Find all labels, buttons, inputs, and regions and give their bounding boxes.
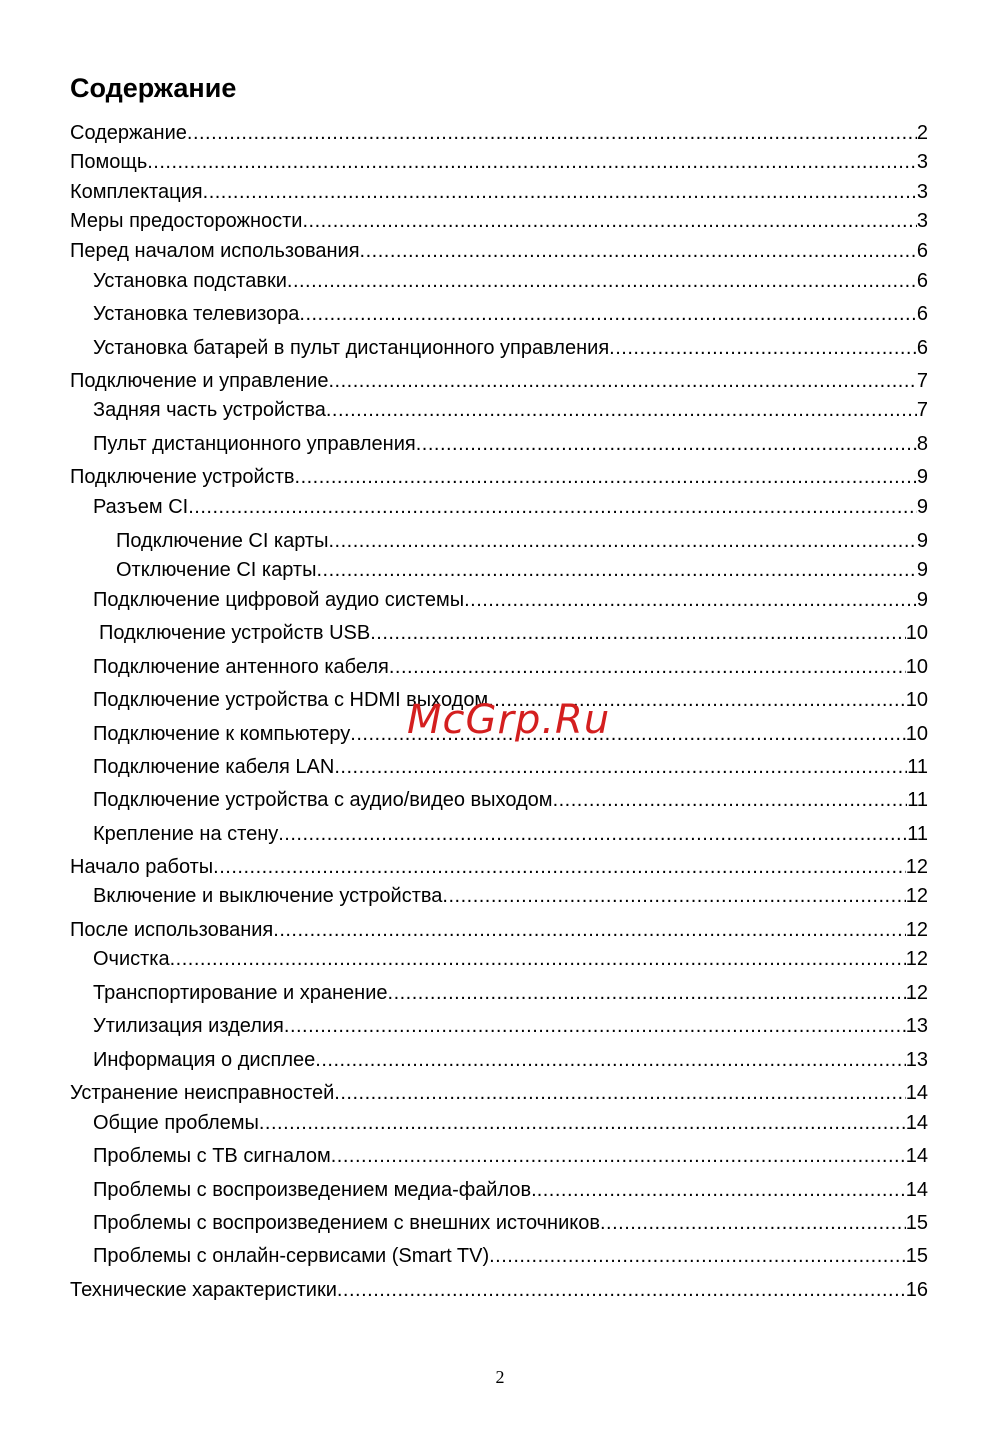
toc-entry[interactable] xyxy=(0,917,928,943)
page-title: Содержание xyxy=(70,73,237,103)
toc-entry[interactable] xyxy=(0,620,928,646)
toc-entry[interactable] xyxy=(0,149,928,175)
toc-entry-page: 13 xyxy=(905,1015,928,1037)
toc-entry-page: 12 xyxy=(905,856,928,878)
toc-entry[interactable] xyxy=(0,301,928,327)
toc-entry-page: 3 xyxy=(916,210,928,232)
dot-leader xyxy=(537,1177,906,1203)
toc-entry-page: 3 xyxy=(916,151,928,173)
toc-entry-page: 9 xyxy=(916,589,928,611)
toc-entry[interactable] xyxy=(0,1277,928,1303)
toc-entry-title: Начало работы xyxy=(70,856,214,878)
toc-entry-page: 15 xyxy=(905,1245,928,1267)
toc-entry-title: Подключение устройства с аудио/видео выходом xyxy=(93,789,553,811)
dot-leader xyxy=(334,754,907,780)
toc-entry[interactable] xyxy=(0,431,928,457)
dot-leader xyxy=(170,946,906,972)
toc-entry-page: 11 xyxy=(907,789,928,811)
toc-entry[interactable] xyxy=(0,1210,928,1236)
dot-leader xyxy=(388,980,906,1006)
toc-entry-title: Разъем CI xyxy=(93,496,189,518)
toc-entry[interactable] xyxy=(0,787,928,813)
toc-entry-title: Помощь xyxy=(70,151,148,173)
toc-entry-page: 6 xyxy=(916,240,928,262)
toc-entry[interactable] xyxy=(0,120,928,146)
page-number: 2 xyxy=(495,1367,505,1387)
toc-entry-page: 15 xyxy=(905,1212,928,1234)
toc-entry-title: Утилизация изделия xyxy=(93,1015,284,1037)
toc-entry-title: Подключение устройств xyxy=(70,466,295,488)
toc-entry[interactable] xyxy=(0,208,928,234)
toc-entry[interactable] xyxy=(0,557,928,583)
dot-leader xyxy=(326,397,917,423)
toc-entry-title: Комплектация xyxy=(70,181,203,203)
toc-entry[interactable] xyxy=(0,494,928,520)
toc-entry[interactable] xyxy=(0,1177,928,1203)
dot-leader xyxy=(203,179,917,205)
toc-entry-page: 12 xyxy=(905,948,928,970)
toc-entry-page: 14 xyxy=(905,1179,928,1201)
toc-entry[interactable] xyxy=(0,179,928,205)
dot-leader xyxy=(360,238,917,264)
dot-leader xyxy=(273,917,905,943)
toc-entry-title: Устранение неисправностей xyxy=(70,1082,335,1104)
toc-entry-page: 13 xyxy=(905,1049,928,1071)
toc-entry-title: Технические характеристики xyxy=(70,1279,337,1301)
toc-entry-page: 10 xyxy=(905,656,928,678)
toc-entry-title: Проблемы с онлайн-сервисами (Smart TV) xyxy=(93,1245,490,1267)
toc-entry[interactable] xyxy=(0,1013,928,1039)
toc-entry-title: Подключение к компьютеру xyxy=(93,723,351,745)
toc-entry-title: Проблемы с ТВ сигналом xyxy=(93,1145,331,1167)
toc-entry[interactable] xyxy=(0,883,928,909)
toc-entry-title: Отключение CI карты xyxy=(116,559,317,581)
toc-entry-page: 7 xyxy=(916,370,928,392)
toc-entry-page: 10 xyxy=(905,622,928,644)
toc-entry-page: 16 xyxy=(905,1279,928,1301)
toc-entry-title: Подключение кабеля LAN xyxy=(93,756,335,778)
toc-entry-page: 10 xyxy=(905,723,928,745)
toc-entry[interactable] xyxy=(0,1243,928,1269)
dot-leader xyxy=(600,1210,906,1236)
toc-entry-page: 6 xyxy=(916,303,928,325)
dot-leader xyxy=(464,587,917,613)
toc-entry-title: Установка телевизора xyxy=(93,303,300,325)
toc-entry-title: Подключение и управление xyxy=(70,370,329,392)
toc-entry-title: Установка подставки xyxy=(93,270,287,292)
toc-entry-title: Включение и выключение устройства xyxy=(93,885,443,907)
toc-entry[interactable] xyxy=(0,268,928,294)
toc-entry-page: 9 xyxy=(916,530,928,552)
toc-entry[interactable] xyxy=(0,528,928,554)
toc-entry-title: Общие проблемы xyxy=(93,1112,259,1134)
toc-entry-page: 9 xyxy=(916,559,928,581)
toc-entry-page: 2 xyxy=(916,122,928,144)
toc-entry-title: Проблемы с воспроизведением медиа-файлов. xyxy=(93,1179,537,1201)
toc-entry-title: Установка батарей в пульт дистанционного управления xyxy=(93,337,610,359)
toc-entry-page: 12 xyxy=(905,982,928,1004)
toc-entry-page: 11 xyxy=(907,823,928,845)
toc-entry-page: 14 xyxy=(905,1112,928,1134)
toc-entry-page: 3 xyxy=(916,181,928,203)
toc-entry[interactable] xyxy=(0,1047,928,1073)
toc-entry[interactable] xyxy=(0,821,928,847)
toc-entry[interactable] xyxy=(0,754,928,780)
dot-leader xyxy=(147,149,917,175)
toc-entry-title: Крепление на стену xyxy=(93,823,279,845)
toc-entry[interactable] xyxy=(0,1080,928,1106)
toc-entry-title: После использования xyxy=(70,919,274,941)
toc-entry-title: Проблемы с воспроизведением с внешних источников xyxy=(93,1212,600,1234)
toc-entry[interactable] xyxy=(0,464,928,490)
toc-entry[interactable] xyxy=(0,980,928,1006)
dot-leader xyxy=(302,208,916,234)
dot-leader xyxy=(259,1110,906,1136)
toc-entry[interactable] xyxy=(0,335,928,361)
toc-entry[interactable] xyxy=(0,1110,928,1136)
dot-leader xyxy=(284,1013,906,1039)
dot-leader xyxy=(328,368,916,394)
toc-entry[interactable] xyxy=(0,368,928,394)
dot-leader xyxy=(609,335,917,361)
dot-leader xyxy=(489,1243,906,1269)
dot-leader xyxy=(299,301,916,327)
toc-entry-title: Подключение устройств USB xyxy=(99,622,371,644)
toc-entry-page: 9 xyxy=(916,496,928,518)
dot-leader xyxy=(187,120,917,146)
toc-entry[interactable] xyxy=(0,946,928,972)
toc-entry-title: Подключение устройства с HDMI выходом xyxy=(93,689,489,711)
toc-entry-page: 11 xyxy=(907,756,928,778)
toc-entry-page: 9 xyxy=(916,466,928,488)
toc-entry[interactable] xyxy=(0,587,928,613)
toc-entry-title: Меры предосторожности xyxy=(70,210,303,232)
toc-entry[interactable] xyxy=(0,397,928,423)
dot-leader xyxy=(416,431,917,457)
dot-leader xyxy=(442,883,905,909)
dot-leader xyxy=(389,654,906,680)
toc-entry-page: 6 xyxy=(916,270,928,292)
toc-entry-page: 14 xyxy=(905,1082,928,1104)
toc-entry-page: 14 xyxy=(905,1145,928,1167)
dot-leader xyxy=(316,557,916,583)
dot-leader xyxy=(287,268,917,294)
toc-entry-title: Подключение CI карты xyxy=(116,530,329,552)
dot-leader xyxy=(370,620,906,646)
toc-entry[interactable] xyxy=(0,238,928,264)
dot-leader xyxy=(331,1143,906,1169)
toc-entry[interactable] xyxy=(0,854,928,880)
toc-entry-title: Информация о дисплее xyxy=(93,1049,316,1071)
toc-entry-page: 10 xyxy=(905,689,928,711)
toc-entry-title: Очистка xyxy=(93,948,170,970)
toc-entry[interactable] xyxy=(0,1143,928,1169)
toc-entry-title: Пульт дистанционного управления xyxy=(93,433,416,455)
toc-entry-page: 12 xyxy=(905,885,928,907)
toc-entry-title: Транспортирование и хранение xyxy=(93,982,388,1004)
dot-leader xyxy=(553,787,908,813)
dot-leader xyxy=(337,1277,906,1303)
dot-leader xyxy=(213,854,906,880)
toc-entry-page: 8 xyxy=(916,433,928,455)
dot-leader xyxy=(188,494,917,520)
dot-leader xyxy=(278,821,907,847)
toc-entry-page: 7 xyxy=(916,399,928,421)
toc-entry-title: Задняя часть устройства xyxy=(93,399,326,421)
toc-entry-title: Перед началом использования xyxy=(70,240,360,262)
toc-entry-page: 12 xyxy=(905,919,928,941)
toc-entry-title: Подключение антенного кабеля xyxy=(93,656,389,678)
dot-leader xyxy=(328,528,916,554)
toc-entry[interactable] xyxy=(0,654,928,680)
dot-leader xyxy=(334,1080,905,1106)
toc-entry-page: 6 xyxy=(916,337,928,359)
dot-leader xyxy=(315,1047,905,1073)
watermark: McGrp.Ru xyxy=(407,697,611,743)
toc-entry-title: Подключение цифровой аудио системы xyxy=(93,589,465,611)
toc-entry-title: Содержание xyxy=(70,122,187,144)
dot-leader xyxy=(295,464,917,490)
